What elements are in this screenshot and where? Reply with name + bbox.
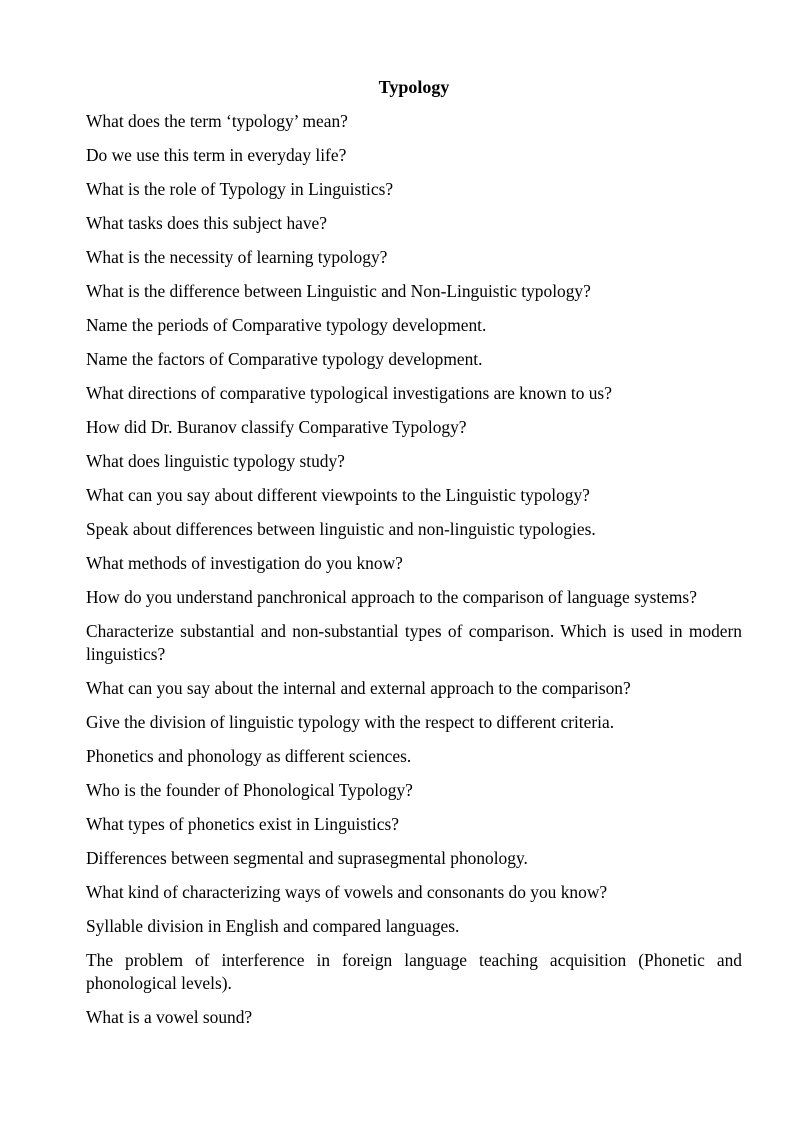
document-title: Typology (378, 77, 450, 97)
question-item: What is the role of Typology in Linguistics? (86, 179, 394, 199)
question-item: What directions of comparative typological investigations are known to us? (86, 383, 612, 403)
question-item: Who is the founder of Phonological Typology? (86, 780, 413, 800)
question-item: Give the division of linguistic typology with the respect to different criteria. (86, 712, 615, 732)
question-item: Do we use this term in everyday life? (86, 145, 347, 165)
question-item: How do you understand panchronical approach to the comparison of language systems? (86, 587, 697, 607)
question-item: What does linguistic typology study? (86, 451, 345, 471)
document-page (86, 75, 742, 1040)
question-item: How did Dr. Buranov classify Comparative Typology? (86, 417, 467, 437)
question-item: What can you say about different viewpoints to the Linguistic typology? (86, 485, 590, 505)
question-item: Name the factors of Comparative typology development. (86, 349, 483, 369)
question-item: What is a vowel sound? (86, 1007, 253, 1027)
question-item: What is the necessity of learning typology? (86, 247, 388, 267)
question-item: What tasks does this subject have? (86, 213, 327, 233)
question-item: What kind of characterizing ways of vowels and consonants do you know? (86, 882, 608, 902)
question-item: The problem of interference in foreign language teaching acquisition (Phonetic and phonological levels). (86, 950, 742, 993)
question-item: Speak about differences between linguistic and non-linguistic typologies. (86, 519, 596, 539)
question-item: What does the term ‘typology’ mean? (86, 111, 348, 131)
question-item: What can you say about the internal and external approach to the comparison? (86, 678, 631, 698)
question-item: Syllable division in English and compared languages. (86, 916, 460, 936)
question-item: Differences between segmental and suprasegmental phonology. (86, 848, 528, 868)
question-item: Name the periods of Comparative typology development. (86, 315, 487, 335)
question-list (86, 110, 742, 1029)
question-item: What types of phonetics exist in Linguistics? (86, 814, 399, 834)
question-item: What methods of investigation do you know? (86, 553, 403, 573)
question-item: Phonetics and phonology as different sciences. (86, 746, 412, 766)
question-item: What is the difference between Linguistic and Non-Linguistic typology? (86, 281, 591, 301)
question-item: Characterize substantial and non-substantial types of comparison. Which is used in modern linguistics? (86, 621, 742, 664)
